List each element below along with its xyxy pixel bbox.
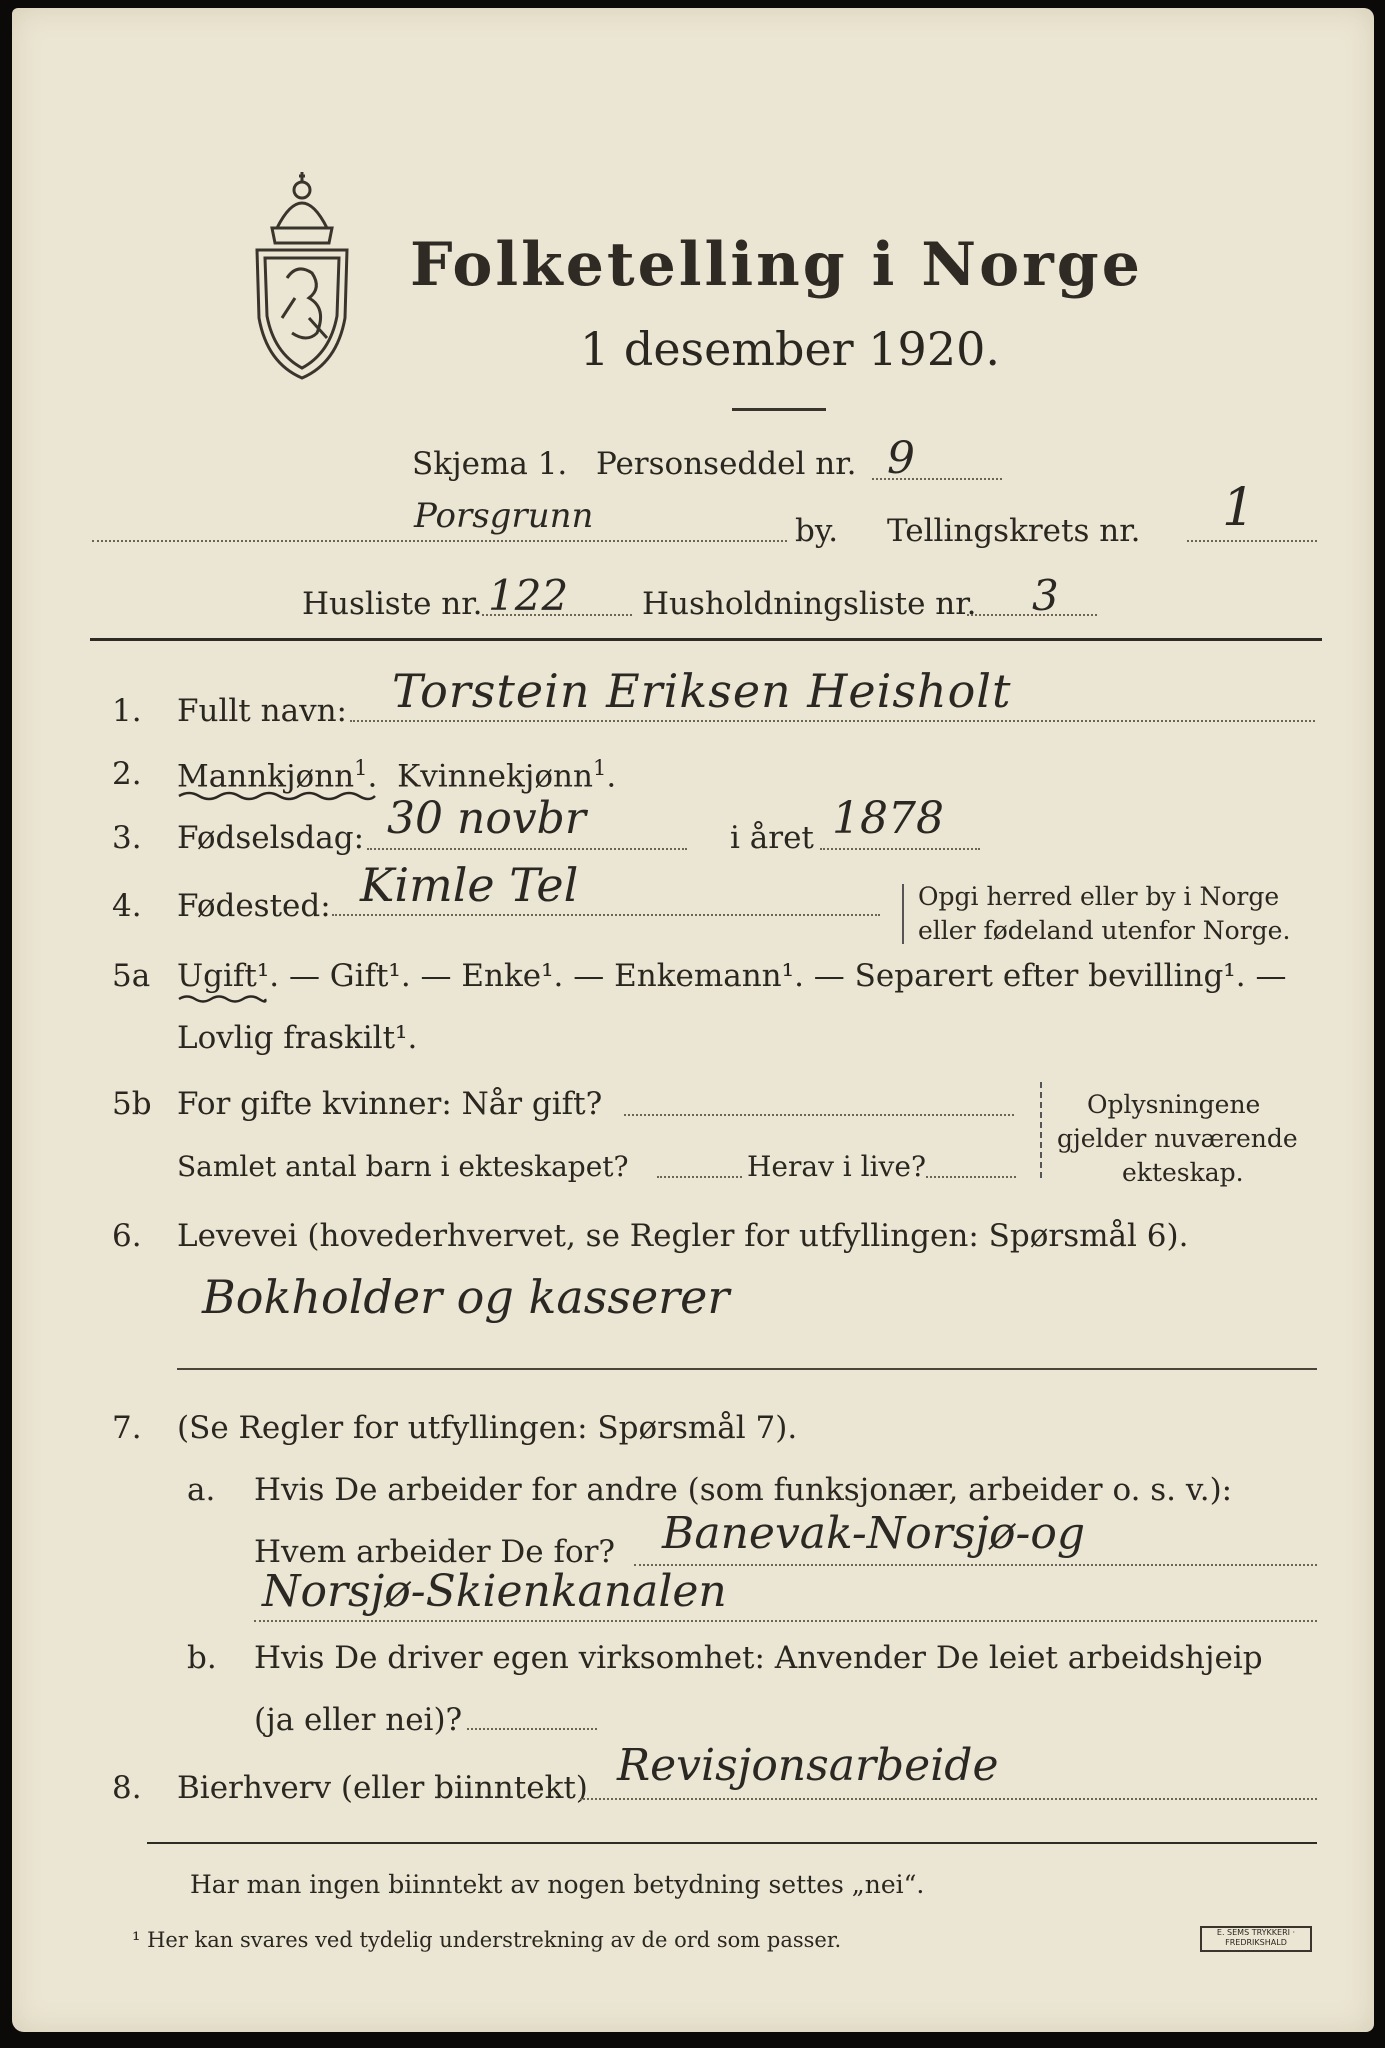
q4-number: 4. — [112, 888, 142, 924]
husholdningsliste-label: Husholdningsliste nr. — [642, 586, 977, 622]
q7-label: (Se Regler for utfyllingen: Spørsmål 7). — [177, 1410, 798, 1446]
husliste-label: Husliste nr. — [302, 586, 483, 622]
birthdate-value: 30 novbr — [387, 793, 586, 844]
q5a-number: 5a — [112, 958, 151, 994]
q2-options: Mannkjønn$^1$. Kvinnekjønn$^1$. — [177, 756, 617, 795]
q3-year-label: i året — [730, 820, 814, 856]
q5b-number: 5b — [112, 1086, 152, 1122]
footer-note: Har man ingen biinntekt av nogen betydning settes „nei“. — [190, 1870, 925, 1899]
footer-rule — [147, 1842, 1317, 1844]
option-kvinnekjonn: Kvinnekjønn — [397, 758, 593, 795]
husliste-value: 122 — [488, 571, 569, 620]
personseddel-value: 9 — [887, 433, 915, 484]
q1-number: 1. — [112, 693, 142, 729]
birth-year-value: 1878 — [832, 793, 944, 844]
skjema-label: Skjema 1. — [412, 446, 568, 482]
q8-number: 8. — [112, 1770, 142, 1806]
q7b-question: (ja eller nei)? — [254, 1702, 463, 1738]
full-name-value: Torstein Eriksen Heisholt — [392, 664, 1012, 718]
husholdningsliste-value: 3 — [1032, 571, 1059, 620]
q7b-letter: b. — [187, 1640, 217, 1676]
q4-label: Fødested: — [177, 888, 331, 924]
coat-of-arms-icon — [237, 168, 367, 383]
by-label: by. — [795, 513, 839, 549]
employer-value-line1: Banevak-Norsjø-og — [662, 1508, 1086, 1559]
q1-label: Fullt navn: — [177, 693, 347, 729]
option-mannkjonn: Mannkjønn — [177, 758, 355, 795]
side-income-value: Revisjonsarbeide — [617, 1740, 999, 1791]
q5b-note-line1: Oplysningene — [1087, 1090, 1261, 1119]
census-date: 1 desember 1920. — [580, 322, 1000, 376]
q5b-married-label: For gifte kvinner: Når gift? — [177, 1086, 603, 1122]
footnote: ¹ Her kan svares ved tydelig understrekning av de ord som passer. — [132, 1928, 842, 1952]
q5b-children-label: Samlet antal barn i ekteskapet? — [177, 1150, 629, 1183]
q7b-text: Hvis De driver egen virksomhet: Anvender De leiet arbeidshjeip — [254, 1640, 1263, 1676]
employer-value-line2: Norsjø-Skienkanalen — [262, 1566, 727, 1617]
q7a-text: Hvis De arbeider for andre (som funksjonær, arbeider o. s. v.): — [254, 1472, 1233, 1508]
birthplace-value: Kimle Tel — [360, 858, 579, 912]
q5b-note-line3: ekteskap. — [1122, 1158, 1244, 1187]
q8-label: Bierhverv (eller biinntekt) — [177, 1770, 588, 1806]
q5b-alive-label: Herav i live? — [747, 1150, 926, 1183]
q4-note-line2: eller fødeland utenfor Norge. — [918, 916, 1291, 945]
personseddel-label: Personseddel nr. — [596, 446, 857, 482]
occupation-value: Bokholder og kasserer — [202, 1270, 730, 1324]
q6-extra-line — [177, 1368, 1317, 1370]
q5b-note-line2: gjelder nuværende — [1057, 1124, 1298, 1153]
census-form-sheet — [12, 8, 1374, 2032]
header-rule — [90, 638, 1322, 641]
title-divider — [732, 408, 826, 411]
printer-stamp: E. SEMS TRYKKERI · FREDRIKSHALD — [1200, 1926, 1312, 1952]
q2-number: 2. — [112, 756, 142, 792]
marital-status-options-line2: Lovlig fraskilt¹. — [177, 1020, 418, 1056]
q4-note-line1: Opgi herred eller by i Norge — [918, 882, 1280, 911]
q7-number: 7. — [112, 1410, 142, 1446]
form-title: Folketelling i Norge — [410, 230, 1143, 300]
q3-number: 3. — [112, 820, 142, 856]
tellingskrets-label: Tellingskrets nr. — [887, 513, 1141, 549]
mannkjonn-underline — [177, 790, 377, 802]
marital-status-options: Ugift¹. — Gift¹. — Enke¹. — Enkemann¹. — Separert efter bevilling¹. — — [177, 958, 1287, 994]
city-value: Porsgrunn — [414, 496, 594, 536]
q7a-question: Hvem arbeider De for? — [254, 1534, 616, 1570]
q7a-letter: a. — [187, 1472, 216, 1508]
tellingskrets-value: 1 — [1222, 478, 1256, 538]
q6-label: Levevei (hovederhvervet, se Regler for utfyllingen: Spørsmål 6). — [177, 1218, 1189, 1254]
ugift-underline — [177, 994, 267, 1004]
q6-number: 6. — [112, 1218, 142, 1254]
q3-label: Fødselsdag: — [177, 820, 365, 856]
